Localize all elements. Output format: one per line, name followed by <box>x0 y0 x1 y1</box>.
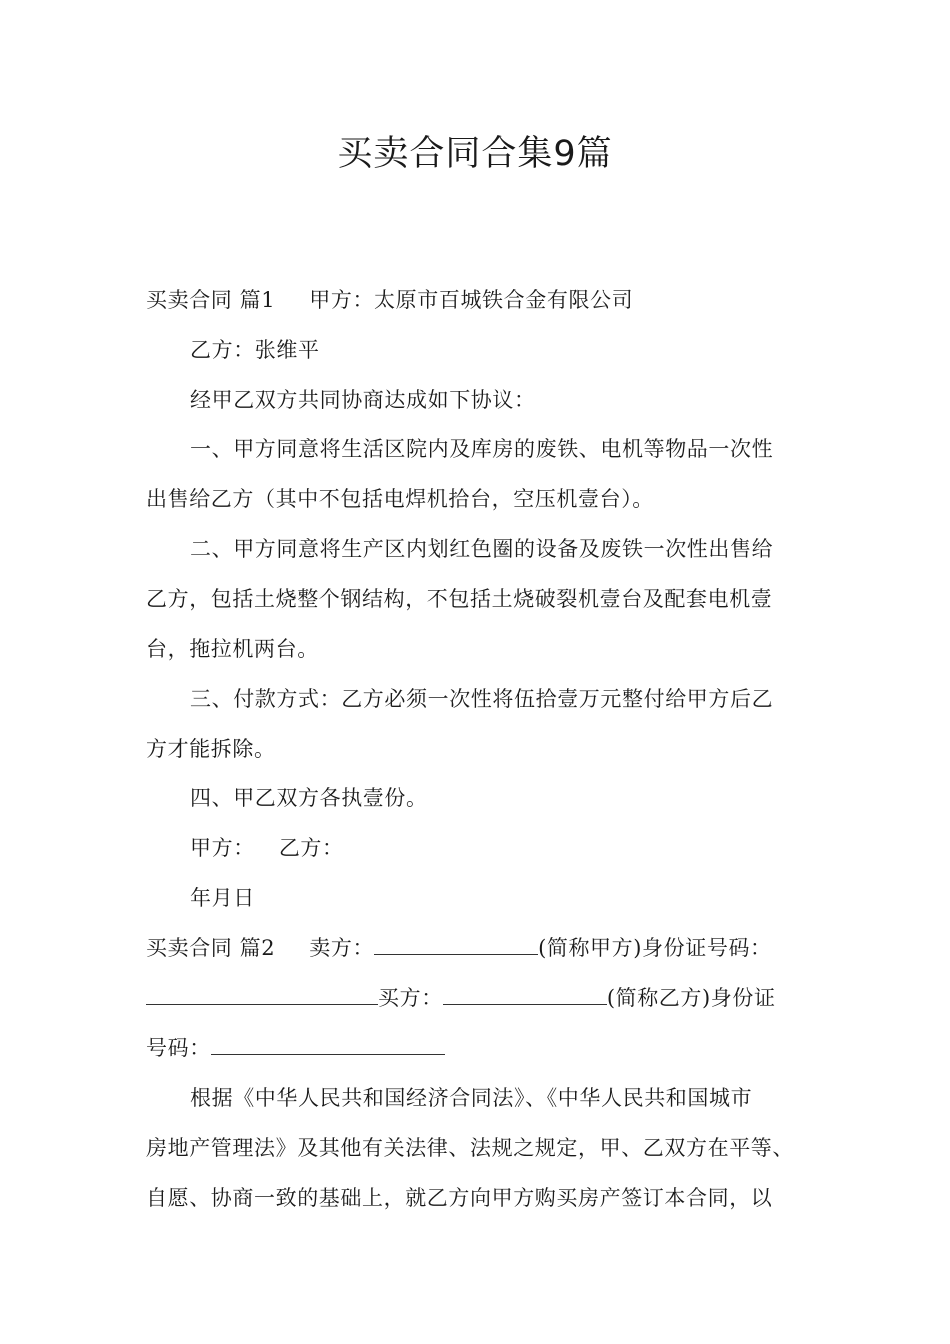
part1-heading: 买卖合同 篇1 <box>146 288 276 312</box>
clause-1-line-2: 出售给乙方（其中不包括电焊机拾台，空压机壹台）。 <box>146 487 654 511</box>
clause-3-line-2: 方才能拆除。 <box>146 737 276 761</box>
document-title: 买卖合同合集9篇 <box>337 134 613 174</box>
clause-2-line-3: 台，拖拉机两台。 <box>146 637 319 661</box>
buyer-id-label: 号码： <box>146 1036 211 1060</box>
seller-suffix: (简称甲方)身份证号码： <box>538 936 772 960</box>
part2-heading-line <box>146 932 826 964</box>
signature-line <box>190 832 870 864</box>
buyer-id-line <box>146 1032 826 1064</box>
agreement-intro: 经甲乙双方共同协商达成如下协议： <box>190 388 536 412</box>
basis-para-line-1: 根据《中华人民共和国经济合同法》、《中华人民共和国城市 <box>190 1086 753 1110</box>
basis-para-line-2: 房地产管理法》及其他有关法律、法规之规定，甲、乙双方在平等、 <box>146 1136 794 1160</box>
signature-party-a: 甲方： <box>190 836 255 860</box>
party-b-line: 乙方：张维平 <box>190 338 320 362</box>
clause-2-line-2: 乙方，包括土烧整个钢结构，不包括土烧破裂机壹台及配套电机壹 <box>146 587 773 611</box>
seller-name-blank[interactable] <box>374 934 538 955</box>
clause-1-line-1: 一、甲方同意将生活区院内及库房的废铁、电机等物品一次性 <box>190 437 774 461</box>
part2-heading: 买卖合同 篇2 <box>146 936 276 960</box>
clause-4: 四、甲乙双方各执壹份。 <box>190 786 428 810</box>
buyer-name-blank[interactable] <box>443 984 607 1005</box>
buyer-line <box>146 982 826 1014</box>
part1-heading-line <box>146 284 826 316</box>
buyer-suffix: (简称乙方)身份证 <box>606 986 776 1010</box>
signature-party-b: 乙方： <box>278 836 344 860</box>
date-line: 年月日 <box>190 886 255 910</box>
buyer-id-blank[interactable] <box>211 1034 445 1055</box>
seller-id-blank[interactable] <box>146 984 378 1005</box>
basis-para-line-3: 自愿、协商一致的基础上，就乙方向甲方购买房产签订本合同，以 <box>146 1186 773 1210</box>
party-a-line: 甲方：太原市百城铁合金有限公司 <box>309 288 634 312</box>
seller-label: 卖方： <box>309 936 375 960</box>
clause-2-line-1: 二、甲方同意将生产区内划红色圈的设备及废铁一次性出售给 <box>190 537 774 561</box>
clause-3-line-1: 三、付款方式：乙方必须一次性将伍拾壹万元整付给甲方后乙 <box>190 687 774 711</box>
buyer-label: 买方： <box>378 986 443 1010</box>
